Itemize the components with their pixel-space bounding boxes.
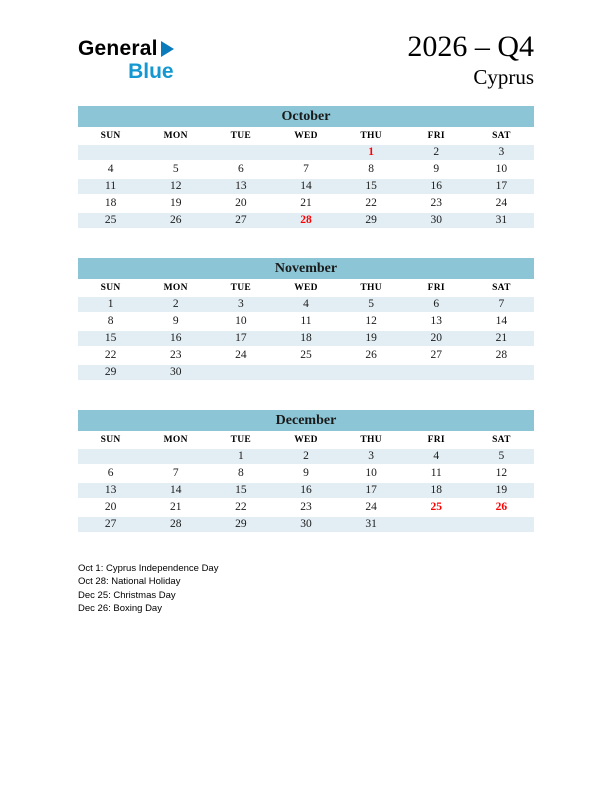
day-cell: 26: [495, 500, 508, 513]
day-cell: 2: [404, 145, 469, 160]
weekday-header-sat: SAT: [492, 434, 511, 445]
day-cell: 28: [273, 213, 338, 228]
day-cell: 20: [404, 331, 469, 346]
weekday-header-row: [78, 433, 534, 447]
day-cell: 9: [433, 162, 440, 175]
day-cell: 24: [235, 348, 247, 361]
day-cell: 20: [104, 500, 117, 513]
day-cell: 29: [78, 365, 143, 380]
empty-cell: [208, 145, 273, 160]
day-cell: 6: [237, 162, 244, 175]
day-cell: 23: [300, 500, 312, 513]
day-cell: 25: [78, 213, 143, 228]
day-cell: 1: [339, 145, 404, 160]
day-cell: 5: [339, 297, 404, 312]
day-cell: 14: [273, 179, 338, 194]
day-cell: 18: [104, 196, 117, 209]
day-cell: 6: [404, 297, 469, 312]
empty-cell: [78, 449, 143, 464]
day-cell: 3: [339, 449, 404, 464]
calendar-list: [78, 106, 534, 534]
day-cell: 3: [208, 297, 273, 312]
day-cell: 14: [495, 314, 508, 327]
day-cell: 29: [339, 213, 404, 228]
day-cell: 10: [495, 162, 508, 175]
day-cell: 7: [469, 297, 534, 312]
day-cell: 19: [469, 483, 534, 498]
title-block: [407, 30, 534, 90]
day-cell: 22: [235, 500, 247, 513]
holiday-note: Dec 26: Boxing Day: [78, 603, 162, 615]
weekday-header-thu: THU: [360, 434, 382, 445]
day-cell: 15: [339, 179, 404, 194]
day-cell: 21: [169, 500, 182, 513]
week-row: [78, 365, 534, 380]
empty-cell: [78, 145, 143, 160]
weekday-header-mon: MON: [163, 130, 188, 141]
day-cell: 19: [339, 331, 404, 346]
day-cell: 7: [172, 466, 179, 479]
general-blue-logo: [78, 38, 174, 82]
logo-top-line: [78, 38, 174, 59]
day-cell: 16: [143, 331, 208, 346]
empty-cell: [143, 145, 208, 160]
day-cell: 17: [339, 483, 404, 498]
day-cell: 4: [107, 162, 114, 175]
week-row: [78, 314, 534, 329]
day-cell: 15: [78, 331, 143, 346]
day-cell: 17: [469, 179, 534, 194]
week-row: [78, 145, 534, 160]
logo-triangle-icon: [161, 41, 174, 57]
day-cell: 8: [107, 314, 114, 327]
day-cell: 13: [78, 483, 143, 498]
weekday-header-tue: TUE: [230, 282, 252, 293]
day-cell: 8: [368, 162, 374, 175]
weekday-header-mon: MON: [163, 282, 188, 293]
day-cell: 25: [300, 348, 312, 361]
day-cell: 3: [469, 145, 534, 160]
weekday-header-thu: THU: [360, 282, 382, 293]
day-cell: 16: [404, 179, 469, 194]
weekday-header-row: [78, 281, 534, 295]
empty-cell: [273, 365, 338, 380]
day-cell: 26: [143, 213, 208, 228]
weekday-header-sat: SAT: [492, 130, 511, 141]
empty-cell: [404, 365, 469, 380]
day-cell: 25: [430, 500, 443, 513]
day-cell: 18: [404, 483, 469, 498]
day-cell: 22: [365, 196, 377, 209]
day-cell: 20: [235, 196, 247, 209]
day-cell: 29: [208, 517, 273, 532]
day-cell: 27: [208, 213, 273, 228]
day-cell: 7: [303, 162, 309, 175]
page-title: 2026 – Q4: [407, 30, 534, 63]
week-row: [78, 179, 534, 194]
day-cell: 26: [365, 348, 377, 361]
day-cell: 13: [208, 179, 273, 194]
page-subtitle: Cyprus: [473, 64, 534, 89]
day-cell: 9: [172, 314, 179, 327]
day-cell: 12: [495, 466, 508, 479]
day-cell: 11: [430, 466, 442, 479]
weekday-header-tue: TUE: [230, 130, 252, 141]
empty-cell: [143, 449, 208, 464]
weekday-header-sun: SUN: [100, 282, 121, 293]
day-cell: 28: [495, 348, 508, 361]
week-row: [78, 162, 534, 177]
weekday-header-fri: FRI: [427, 130, 445, 141]
logo-text-general: General: [78, 37, 158, 60]
weekday-header-tue: TUE: [230, 434, 252, 445]
day-cell: 21: [300, 196, 312, 209]
empty-cell: [469, 517, 534, 532]
day-cell: 4: [404, 449, 469, 464]
day-cell: 1: [78, 297, 143, 312]
empty-cell: [469, 365, 534, 380]
month-title: October: [78, 106, 534, 127]
day-cell: 30: [404, 213, 469, 228]
weekday-header-wed: WED: [294, 130, 318, 141]
weekday-header-wed: WED: [294, 282, 318, 293]
day-cell: 24: [495, 196, 508, 209]
day-cell: 12: [365, 314, 377, 327]
day-cell: 5: [172, 162, 179, 175]
day-cell: 10: [235, 314, 247, 327]
day-cell: 8: [237, 466, 244, 479]
day-cell: 21: [469, 331, 534, 346]
week-row: [78, 466, 534, 481]
month-title: November: [78, 258, 534, 279]
month-grid: [78, 431, 534, 534]
week-row: [78, 213, 534, 228]
day-cell: 19: [169, 196, 182, 209]
weekday-header-sun: SUN: [100, 130, 121, 141]
day-cell: 16: [273, 483, 338, 498]
weekday-header-row: [78, 129, 534, 143]
day-cell: 13: [430, 314, 443, 327]
weekday-header-fri: FRI: [427, 434, 445, 445]
weekday-header-fri: FRI: [427, 282, 445, 293]
holiday-note: Dec 25: Christmas Day: [78, 589, 176, 601]
empty-cell: [339, 365, 404, 380]
week-row: [78, 196, 534, 211]
week-row: [78, 331, 534, 346]
day-cell: 30: [273, 517, 338, 532]
day-cell: 12: [143, 179, 208, 194]
day-cell: 28: [143, 517, 208, 532]
week-row: [78, 483, 534, 498]
month-december: [78, 410, 534, 534]
empty-cell: [208, 365, 273, 380]
day-cell: 2: [273, 449, 338, 464]
day-cell: 30: [143, 365, 208, 380]
day-cell: 23: [169, 348, 182, 361]
logo-text-blue: Blue: [128, 60, 174, 83]
day-cell: 14: [143, 483, 208, 498]
page-header: [78, 30, 534, 90]
day-cell: 5: [469, 449, 534, 464]
month-grid: [78, 279, 534, 382]
day-cell: 31: [339, 517, 404, 532]
weekday-header-wed: WED: [294, 434, 318, 445]
holiday-note: Oct 28: National Holiday: [78, 576, 181, 588]
week-row: [78, 500, 534, 515]
weekday-header-sun: SUN: [100, 434, 121, 445]
day-cell: 24: [365, 500, 377, 513]
weekday-header-sat: SAT: [492, 282, 511, 293]
day-cell: 22: [104, 348, 117, 361]
day-cell: 11: [300, 314, 312, 327]
day-cell: 6: [107, 466, 114, 479]
week-row: [78, 297, 534, 312]
month-grid: [78, 127, 534, 230]
weekday-header-mon: MON: [163, 434, 188, 445]
day-cell: 9: [303, 466, 309, 479]
day-cell: 27: [78, 517, 143, 532]
month-october: [78, 106, 534, 230]
week-row: [78, 449, 534, 464]
day-cell: 17: [208, 331, 273, 346]
month-title: December: [78, 410, 534, 431]
weekday-header-thu: THU: [360, 130, 382, 141]
day-cell: 1: [208, 449, 273, 464]
empty-cell: [273, 145, 338, 160]
week-row: [78, 348, 534, 363]
day-cell: 23: [430, 196, 443, 209]
empty-cell: [404, 517, 469, 532]
day-cell: 31: [469, 213, 534, 228]
day-cell: 4: [273, 297, 338, 312]
holiday-notes: [78, 562, 534, 616]
week-row: [78, 517, 534, 532]
day-cell: 10: [365, 466, 377, 479]
holiday-note: Oct 1: Cyprus Independence Day: [78, 562, 219, 574]
month-november: [78, 258, 534, 382]
day-cell: 27: [430, 348, 443, 361]
day-cell: 11: [78, 179, 143, 194]
day-cell: 18: [273, 331, 338, 346]
day-cell: 2: [143, 297, 208, 312]
day-cell: 15: [208, 483, 273, 498]
